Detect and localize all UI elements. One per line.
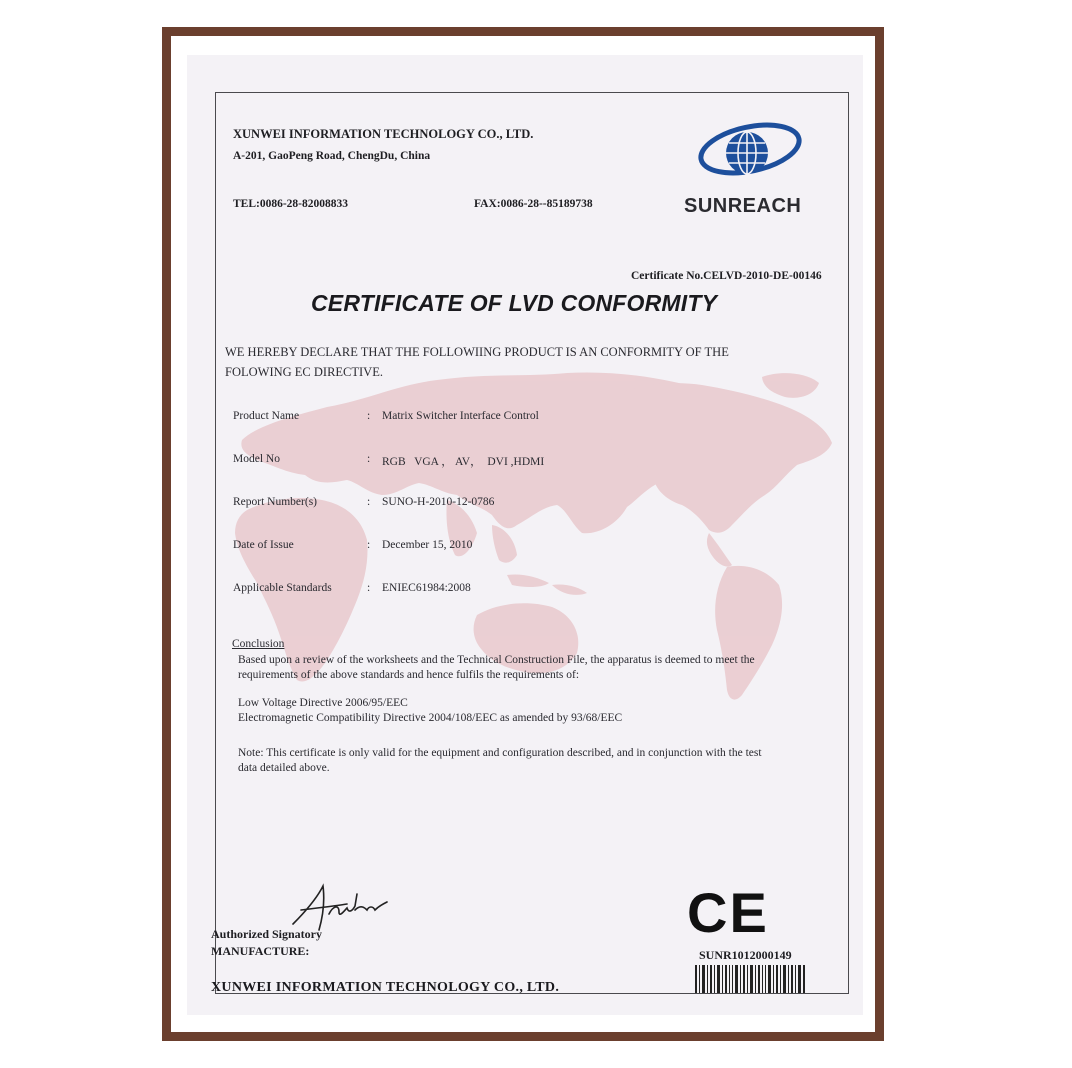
ce-mark: CE	[687, 881, 769, 944]
field-label-model-no: Model No	[233, 453, 280, 465]
field-separator: :	[367, 410, 371, 422]
field-separator: :	[367, 453, 371, 465]
authorized-signatory-label: Authorized Signatory	[211, 927, 322, 941]
field-label-product-name: Product Name	[233, 410, 300, 422]
declaration-line-2: FOLOWING EC DIRECTIVE.	[225, 365, 383, 379]
ce-registration-code: SUNR1012000149	[699, 948, 792, 962]
issuer-address: A-201, GaoPeng Road, ChengDu, China	[233, 150, 431, 162]
field-label-date-of-issue: Date of Issue	[233, 539, 294, 551]
issuer-telephone: TEL:0086-28-82008833	[233, 198, 348, 210]
field-label-applicable-standards: Applicable Standards	[233, 582, 332, 594]
conclusion-line-1: Based upon a review of the worksheets and the Technical Construction File, the apparatus is deemed to meet the	[238, 654, 755, 666]
field-separator: :	[367, 539, 371, 551]
picture-frame	[162, 27, 884, 1041]
frame-mat	[171, 36, 875, 1032]
field-separator: :	[367, 582, 371, 594]
field-value-model-no: RGB VGA ， AV， DVI ,HDMI	[382, 456, 545, 468]
conclusion-line-2: requirements of the above standards and hence fulfils the requirements of:	[238, 669, 580, 681]
note-line-2: data detailed above.	[238, 762, 330, 774]
directive-low-voltage: Low Voltage Directive 2006/95/EEC	[238, 697, 408, 709]
issuer-fax: FAX:0086-28--85189738	[474, 198, 593, 210]
declaration-line-1: WE HEREBY DECLARE THAT THE FOLLOWIING PRODUCT IS AN CONFORMITY OF THE	[225, 345, 729, 359]
conclusion-heading: Conclusion	[232, 638, 285, 650]
field-value-product-name: Matrix Switcher Interface Control	[382, 410, 539, 422]
field-value-applicable-standards: ENIEC61984:2008	[382, 582, 471, 594]
field-value-date-of-issue: December 15, 2010	[382, 539, 473, 551]
footer-company-name: XUNWEI INFORMATION TECHNOLOGY CO., LTD.	[211, 980, 560, 995]
note-line-1: Note: This certificate is only valid for the equipment and configuration described, and in conjunction with the test	[238, 747, 762, 759]
certificate-title: CERTIFICATE OF LVD CONFORMITY	[311, 290, 718, 316]
globe-logo-icon	[695, 115, 805, 195]
brand-name: SUNREACH	[684, 195, 802, 217]
field-separator: :	[367, 496, 371, 508]
field-value-report-number: SUNO-H-2010-12-0786	[382, 496, 495, 508]
certificate-number: Certificate No.CELVD-2010-DE-00146	[631, 270, 822, 282]
issuer-company-name: XUNWEI INFORMATION TECHNOLOGY CO., LTD.	[233, 127, 534, 141]
certificate-paper	[187, 55, 863, 1015]
field-label-report-number: Report Number(s)	[233, 496, 317, 508]
directive-emc: Electromagnetic Compatibility Directive 2004/108/EEC as amended by 93/68/EEC	[238, 712, 623, 724]
certificate-inner-border	[215, 92, 849, 994]
barcode-icon	[695, 965, 807, 993]
manufacture-label: MANUFACTURE:	[211, 944, 310, 958]
